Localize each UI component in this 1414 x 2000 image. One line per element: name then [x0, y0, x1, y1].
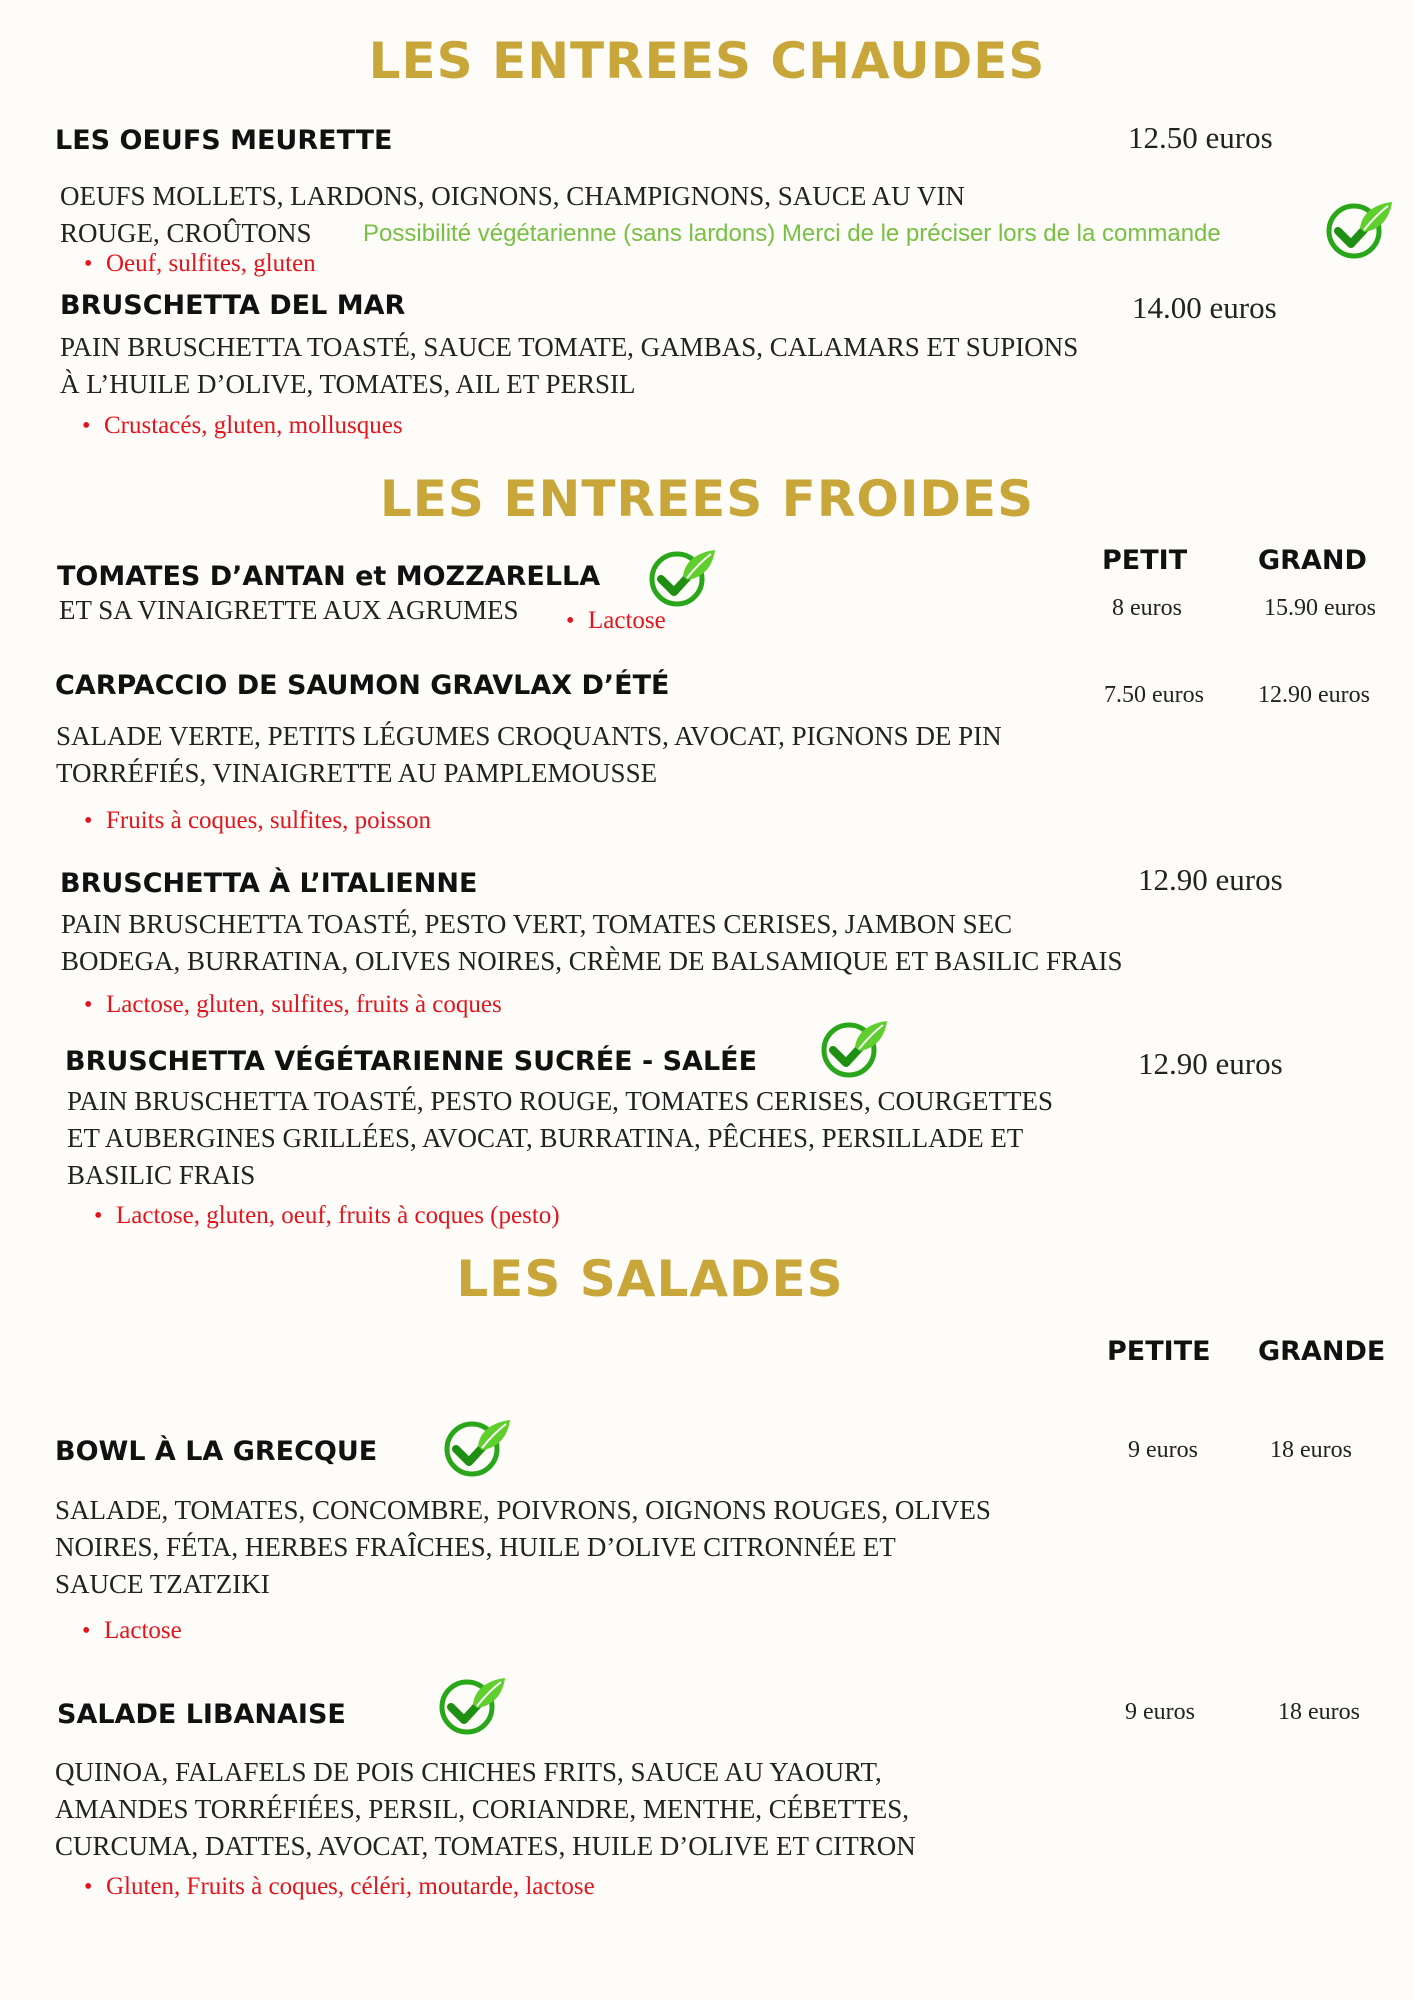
allergens-tomates: • Lactose [566, 607, 666, 635]
allergens-libanaise: • Gluten, Fruits à coques, céléri, moutarde, lactose [84, 1873, 595, 1901]
price-bruschetta-veg: 12.90 euros [1138, 1046, 1283, 1081]
section-title-hot: LES ENTREES CHAUDES [368, 32, 1046, 90]
vegetarian-check-icon [647, 546, 717, 608]
allergens-bruschetta-mar: • Crustacés, gluten, mollusques [82, 412, 403, 440]
vegetarian-check-icon [1324, 198, 1394, 260]
dish-name-tomates: TOMATES D’ANTAN et MOZZARELLA [57, 561, 601, 592]
desc-tomates [59, 592, 519, 629]
vegetarian-check-icon [819, 1017, 889, 1079]
dish-name-bruschetta-ital: BRUSCHETTA À L’ITALIENNE [60, 868, 478, 899]
allergens-carpaccio: • Fruits à coques, sulfites, poisson [84, 807, 431, 835]
section-title-cold: LES ENTREES FROIDES [379, 470, 1035, 528]
desc-bruschetta-ital [61, 906, 1123, 980]
price-large-tomates: 15.90 euros [1264, 595, 1376, 621]
vegetarian-note: Possibilité végétarienne (sans lardons) Merci de le préciser lors de la commande [363, 220, 1221, 247]
desc-line: CURCUMA, DATTES, AVOCAT, TOMATES, HUILE D’OLIVE ET CITRON [55, 1831, 916, 1861]
desc-line: À L’HUILE D’OLIVE, TOMATES, AIL ET PERSIL [60, 369, 636, 399]
desc-line: SALADE VERTE, PETITS LÉGUMES CROQUANTS, AVOCAT, PIGNONS DE PIN [56, 721, 1002, 751]
desc-line: SAUCE TZATZIKI [55, 1569, 270, 1599]
desc-carpaccio [56, 718, 1002, 792]
vegetarian-check-icon [442, 1416, 512, 1478]
price-large-libanaise: 18 euros [1278, 1699, 1360, 1725]
column-header-petit: PETIT [1102, 545, 1188, 576]
desc-line: SALADE, TOMATES, CONCOMBRE, POIVRONS, OIGNONS ROUGES, OLIVES [55, 1495, 991, 1525]
price-oeufs: 12.50 euros [1128, 120, 1273, 155]
dish-name-bruschetta-veg: BRUSCHETTA VÉGÉTARIENNE SUCRÉE - SALÉE [65, 1046, 758, 1077]
desc-line: NOIRES, FÉTA, HERBES FRAÎCHES, HUILE D’OLIVE CITRONNÉE ET [55, 1532, 896, 1562]
dish-name-bowl: BOWL À LA GRECQUE [55, 1436, 378, 1467]
desc-line: PAIN BRUSCHETTA TOASTÉ, PESTO ROUGE, TOMATES CERISES, COURGETTES [67, 1086, 1053, 1116]
desc-line: PAIN BRUSCHETTA TOASTÉ, PESTO VERT, TOMATES CERISES, JAMBON SEC [61, 909, 1013, 939]
desc-line: ET SA VINAIGRETTE AUX AGRUMES [59, 595, 519, 625]
price-small-bowl: 9 euros [1128, 1437, 1198, 1463]
desc-line: AMANDES TORRÉFIÉES, PERSIL, CORIANDRE, MENTHE, CÉBETTES, [55, 1794, 910, 1824]
price-large-carpaccio: 12.90 euros [1258, 682, 1370, 708]
allergens-oeufs: • Oeuf, sulfites, gluten [84, 250, 316, 278]
desc-bruschetta-veg [67, 1083, 1053, 1194]
desc-line: ROUGE, CROÛTONS [60, 218, 312, 248]
section-title-salads: LES SALADES [456, 1250, 844, 1308]
column-header-petite: PETITE [1107, 1336, 1211, 1367]
price-small-libanaise: 9 euros [1125, 1699, 1195, 1725]
price-small-carpaccio: 7.50 euros [1104, 682, 1204, 708]
column-header-grande: GRANDE [1258, 1336, 1386, 1367]
price-large-bowl: 18 euros [1270, 1437, 1352, 1463]
desc-bruschetta-mar [60, 329, 1078, 403]
desc-line: OEUFS MOLLETS, LARDONS, OIGNONS, CHAMPIGNONS, SAUCE AU VIN [60, 181, 965, 211]
price-small-tomates: 8 euros [1112, 595, 1182, 621]
allergens-bowl: • Lactose [82, 1617, 182, 1645]
dish-name-carpaccio: CARPACCIO DE SAUMON GRAVLAX D’ÉTÉ [55, 670, 670, 701]
price-bruschetta-ital: 12.90 euros [1138, 862, 1283, 897]
desc-line: ET AUBERGINES GRILLÉES, AVOCAT, BURRATINA, PÊCHES, PERSILLADE ET [67, 1123, 1024, 1153]
desc-line: BODEGA, BURRATINA, OLIVES NOIRES, CRÈME DE BALSAMIQUE ET BASILIC FRAIS [61, 946, 1123, 976]
desc-line: TORRÉFIÉS, VINAIGRETTE AU PAMPLEMOUSSE [56, 758, 658, 788]
desc-line: QUINOA, FALAFELS DE POIS CHICHES FRITS, SAUCE AU YAOURT, [55, 1757, 882, 1787]
desc-line: PAIN BRUSCHETTA TOASTÉ, SAUCE TOMATE, GAMBAS, CALAMARS ET SUPIONS [60, 332, 1079, 362]
dish-name-oeufs: LES OEUFS MEURETTE [55, 125, 393, 156]
desc-bowl [55, 1492, 991, 1603]
vegetarian-check-icon [437, 1674, 507, 1736]
allergens-bruschetta-veg: • Lactose, gluten, oeuf, fruits à coques (pesto) [94, 1202, 560, 1230]
desc-line: BASILIC FRAIS [67, 1160, 256, 1190]
dish-name-bruschetta-mar: BRUSCHETTA DEL MAR [60, 290, 406, 321]
price-bruschetta-mar: 14.00 euros [1132, 290, 1277, 325]
allergens-bruschetta-ital: • Lactose, gluten, sulfites, fruits à coques [84, 991, 502, 1019]
dish-name-libanaise: SALADE LIBANAISE [57, 1699, 346, 1730]
desc-libanaise [55, 1754, 916, 1865]
column-header-grand: GRAND [1258, 545, 1367, 576]
